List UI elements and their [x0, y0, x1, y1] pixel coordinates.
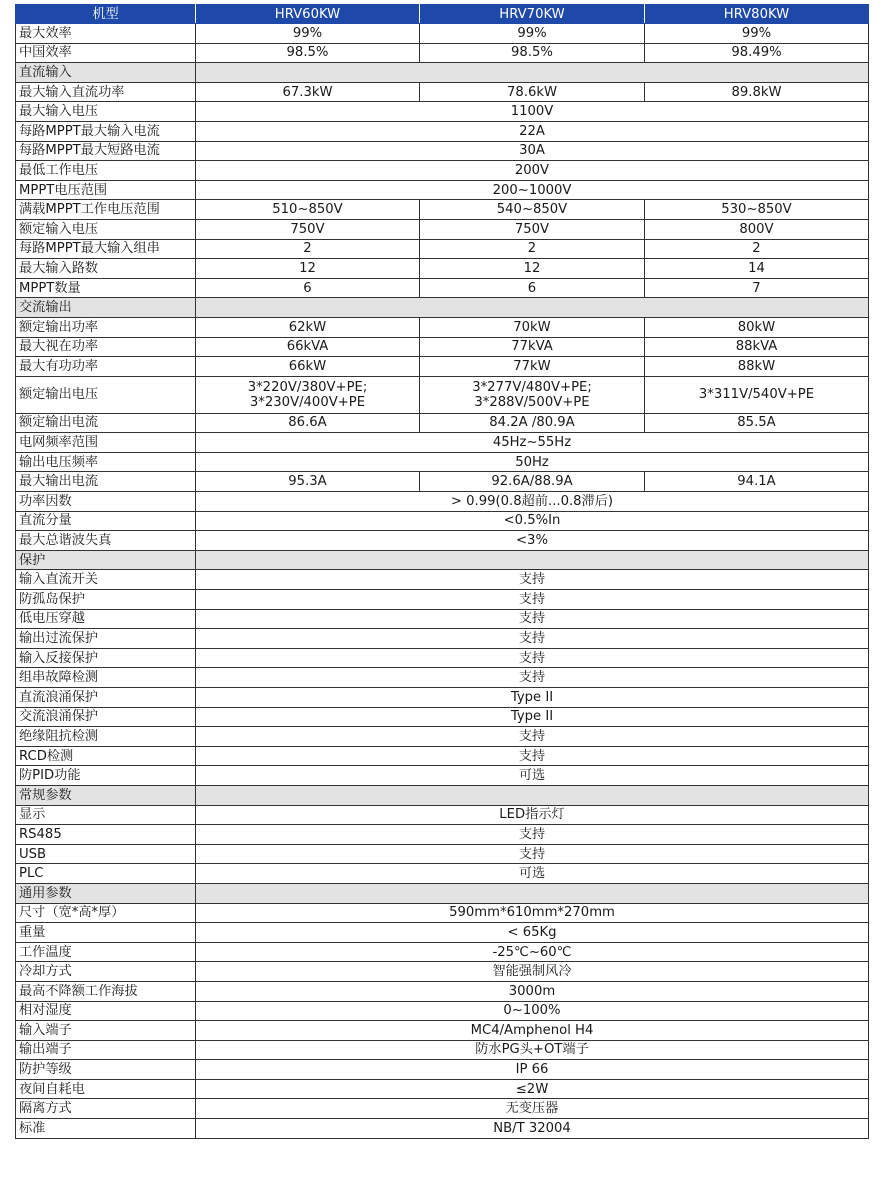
spec-row	[16, 511, 869, 531]
spec-label: 最大总谐波失真	[16, 531, 196, 551]
spec-row	[16, 570, 869, 590]
section-row	[16, 550, 869, 570]
spec-value-hrv60kw: 510~850V	[196, 200, 420, 220]
spec-label: 每路MPPT最大输入组串	[16, 239, 196, 259]
spec-value-all-models: <3%	[196, 531, 869, 551]
spec-label: 最高不降额工作海拔	[16, 981, 196, 1001]
spec-value-all-models: <0.5%In	[196, 511, 869, 531]
spec-row	[16, 962, 869, 982]
section-row	[16, 63, 869, 83]
spec-value-hrv80kw: 2	[645, 239, 869, 259]
spec-value-all-models: > 0.99(0.8超前...0.8滞后)	[196, 492, 869, 512]
spec-value-hrv70kw: 99%	[420, 24, 645, 44]
spec-value-hrv80kw: 3*311V/540V+PE	[645, 376, 869, 413]
spec-row	[16, 648, 869, 668]
spec-value-hrv80kw: 98.49%	[645, 43, 869, 63]
spec-label: 直流浪涌保护	[16, 688, 196, 708]
spec-label: 尺寸（宽*高*厚）	[16, 903, 196, 923]
spec-value-hrv60kw: 6	[196, 278, 420, 298]
section-row	[16, 298, 869, 318]
spec-row	[16, 942, 869, 962]
spec-label: MPPT电压范围	[16, 180, 196, 200]
spec-value-hrv60kw: 95.3A	[196, 472, 420, 492]
spec-row	[16, 609, 869, 629]
spec-value-hrv60kw: 66kVA	[196, 337, 420, 357]
spec-value-hrv60kw	[196, 376, 420, 413]
section-title: 常规参数	[16, 785, 196, 805]
spec-row	[16, 337, 869, 357]
spec-label: 最大视在功率	[16, 337, 196, 357]
spec-value-hrv70kw: 750V	[420, 219, 645, 239]
spec-row	[16, 413, 869, 433]
spec-row	[16, 24, 869, 44]
spec-row	[16, 1119, 869, 1139]
spec-value-all-models: Type II	[196, 688, 869, 708]
section-row	[16, 883, 869, 903]
spec-label: 输入直流开关	[16, 570, 196, 590]
spec-value-hrv60kw: 62kW	[196, 317, 420, 337]
spec-label: 最大输入路数	[16, 259, 196, 279]
spec-row	[16, 357, 869, 377]
spec-value-all-models: -25℃~60℃	[196, 942, 869, 962]
spec-row	[16, 727, 869, 747]
spec-value-hrv70kw: 12	[420, 259, 645, 279]
spec-row	[16, 200, 869, 220]
spec-value-hrv80kw: 80kW	[645, 317, 869, 337]
spec-label: 中国效率	[16, 43, 196, 63]
spec-row	[16, 746, 869, 766]
spec-value-hrv70kw: 6	[420, 278, 645, 298]
spec-value-line: 3*288V/500V+PE	[474, 394, 590, 410]
spec-row	[16, 766, 869, 786]
spec-value-all-models: 1100V	[196, 102, 869, 122]
spec-value-hrv70kw: 92.6A/88.9A	[420, 472, 645, 492]
spec-value-all-models: < 65Kg	[196, 923, 869, 943]
spec-row	[16, 1060, 869, 1080]
spec-label: 隔离方式	[16, 1099, 196, 1119]
section-fill	[196, 785, 869, 805]
spec-row	[16, 825, 869, 845]
spec-value-all-models: 50Hz	[196, 452, 869, 472]
spec-label: USB	[16, 844, 196, 864]
spec-label: PLC	[16, 864, 196, 884]
spec-value-hrv70kw: 84.2A /80.9A	[420, 413, 645, 433]
spec-row	[16, 864, 869, 884]
spec-label: 每路MPPT最大短路电流	[16, 141, 196, 161]
spec-value-all-models: 支持	[196, 825, 869, 845]
spec-row	[16, 433, 869, 453]
spec-row	[16, 492, 869, 512]
spec-row	[16, 43, 869, 63]
spec-row	[16, 472, 869, 492]
header-row	[16, 5, 869, 24]
spec-value-hrv70kw: 98.5%	[420, 43, 645, 63]
spec-value-hrv60kw: 750V	[196, 219, 420, 239]
spec-value-hrv60kw: 67.3kW	[196, 82, 420, 102]
spec-label: 绝缘阻抗检测	[16, 727, 196, 747]
spec-value-all-models: 可选	[196, 766, 869, 786]
section-fill	[196, 883, 869, 903]
spec-value-all-models: 智能强制风冷	[196, 962, 869, 982]
spec-value-all-models: 支持	[196, 844, 869, 864]
spec-label: 输入端子	[16, 1021, 196, 1041]
spec-value-hrv80kw: 85.5A	[645, 413, 869, 433]
spec-value-all-models: 支持	[196, 648, 869, 668]
spec-row	[16, 82, 869, 102]
spec-value-line: 3*230V/400V+PE	[249, 394, 366, 410]
spec-value-all-models: 支持	[196, 590, 869, 610]
spec-value-hrv60kw: 99%	[196, 24, 420, 44]
spec-row	[16, 161, 869, 181]
spec-label: 最大有功功率	[16, 357, 196, 377]
header-model-hrv70kw: HRV70KW	[420, 5, 645, 24]
spec-label: 电网频率范围	[16, 433, 196, 453]
spec-value-all-models: LED指示灯	[196, 805, 869, 825]
spec-row	[16, 629, 869, 649]
spec-label: 组串故障检测	[16, 668, 196, 688]
spec-value-hrv70kw: 77kVA	[420, 337, 645, 357]
spec-label: 满载MPPT工作电压范围	[16, 200, 196, 220]
spec-label: 防孤岛保护	[16, 590, 196, 610]
spec-row	[16, 590, 869, 610]
spec-label: 工作温度	[16, 942, 196, 962]
spec-label: 防PID功能	[16, 766, 196, 786]
spec-value-line: 3*220V/380V+PE;	[247, 379, 368, 395]
spec-label: 最大输入电压	[16, 102, 196, 122]
section-fill	[196, 550, 869, 570]
spec-label: RS485	[16, 825, 196, 845]
spec-label: 功率因数	[16, 492, 196, 512]
spec-row	[16, 121, 869, 141]
spec-value-all-models: NB/T 32004	[196, 1119, 869, 1139]
spec-value-hrv80kw: 7	[645, 278, 869, 298]
spec-label: 最低工作电压	[16, 161, 196, 181]
spec-label: 最大效率	[16, 24, 196, 44]
spec-row	[16, 688, 869, 708]
spec-label: RCD检测	[16, 746, 196, 766]
spec-row	[16, 668, 869, 688]
spec-value-all-models: 590mm*610mm*270mm	[196, 903, 869, 923]
spec-value-hrv60kw: 86.6A	[196, 413, 420, 433]
header-model-label: 机型	[16, 5, 196, 24]
spec-row	[16, 531, 869, 551]
spec-value-all-models: 3000m	[196, 981, 869, 1001]
spec-label: 显示	[16, 805, 196, 825]
section-title: 保护	[16, 550, 196, 570]
spec-row	[16, 1021, 869, 1041]
spec-value-all-models: 200~1000V	[196, 180, 869, 200]
spec-value-all-models: 200V	[196, 161, 869, 181]
spec-label: 额定输出电压	[16, 376, 196, 413]
spec-value-all-models: 支持	[196, 629, 869, 649]
spec-value-hrv70kw: 77kW	[420, 357, 645, 377]
spec-value-all-models: Type II	[196, 707, 869, 727]
spec-label: 低电压穿越	[16, 609, 196, 629]
spec-label: 冷却方式	[16, 962, 196, 982]
spec-value-all-models: 支持	[196, 570, 869, 590]
spec-label: 标准	[16, 1119, 196, 1139]
spec-value-all-models: 0~100%	[196, 1001, 869, 1021]
spec-value-hrv80kw: 88kW	[645, 357, 869, 377]
spec-value-all-models: 无变压器	[196, 1099, 869, 1119]
spec-label: 夜间自耗电	[16, 1079, 196, 1099]
spec-row	[16, 1079, 869, 1099]
spec-label: 防护等级	[16, 1060, 196, 1080]
spec-row	[16, 219, 869, 239]
spec-table	[15, 4, 869, 1139]
spec-row	[16, 1040, 869, 1060]
section-title: 通用参数	[16, 883, 196, 903]
spec-value-hrv80kw: 99%	[645, 24, 869, 44]
spec-label: 输入反接保护	[16, 648, 196, 668]
spec-value-hrv80kw: 89.8kW	[645, 82, 869, 102]
section-fill	[196, 298, 869, 318]
spec-label: 输出过流保护	[16, 629, 196, 649]
spec-value-hrv70kw	[420, 376, 645, 413]
spec-value-all-models: 可选	[196, 864, 869, 884]
spec-label: 最大输出电流	[16, 472, 196, 492]
spec-value-all-models: 支持	[196, 746, 869, 766]
spec-row	[16, 452, 869, 472]
spec-value-line: 3*277V/480V+PE;	[472, 379, 592, 395]
section-row	[16, 785, 869, 805]
spec-value-all-models: 支持	[196, 668, 869, 688]
spec-row	[16, 317, 869, 337]
spec-row	[16, 981, 869, 1001]
spec-label: 最大输入直流功率	[16, 82, 196, 102]
spec-row	[16, 844, 869, 864]
spec-value-hrv60kw: 2	[196, 239, 420, 259]
spec-label: MPPT数量	[16, 278, 196, 298]
spec-value-all-models: 45Hz~55Hz	[196, 433, 869, 453]
spec-value-hrv60kw: 12	[196, 259, 420, 279]
section-title: 直流输入	[16, 63, 196, 83]
spec-row	[16, 805, 869, 825]
spec-label: 输出端子	[16, 1040, 196, 1060]
spec-value-hrv70kw: 78.6kW	[420, 82, 645, 102]
spec-value-hrv70kw: 540~850V	[420, 200, 645, 220]
spec-value-hrv70kw: 70kW	[420, 317, 645, 337]
spec-label: 输出电压频率	[16, 452, 196, 472]
spec-value-hrv80kw: 88kVA	[645, 337, 869, 357]
spec-value-all-models: 支持	[196, 609, 869, 629]
spec-label: 每路MPPT最大输入电流	[16, 121, 196, 141]
header-model-hrv80kw: HRV80KW	[645, 5, 869, 24]
table-header	[16, 5, 869, 24]
spec-value-all-models: MC4/Amphenol H4	[196, 1021, 869, 1041]
section-fill	[196, 63, 869, 83]
section-title: 交流输出	[16, 298, 196, 318]
spec-value-hrv80kw: 14	[645, 259, 869, 279]
spec-value-all-models: 支持	[196, 727, 869, 747]
spec-row	[16, 278, 869, 298]
spec-value-all-models: 防水PG头+OT端子	[196, 1040, 869, 1060]
table-body	[16, 24, 869, 1139]
spec-label: 额定输入电压	[16, 219, 196, 239]
header-model-hrv60kw: HRV60KW	[196, 5, 420, 24]
spec-row	[16, 1001, 869, 1021]
spec-value-hrv80kw: 800V	[645, 219, 869, 239]
spec-value-all-models: ≤2W	[196, 1079, 869, 1099]
spec-value-hrv70kw: 2	[420, 239, 645, 259]
spec-value-hrv80kw: 530~850V	[645, 200, 869, 220]
spec-row	[16, 141, 869, 161]
spec-value-hrv60kw: 66kW	[196, 357, 420, 377]
spec-row	[16, 239, 869, 259]
spec-row	[16, 376, 869, 413]
spec-value-hrv60kw: 98.5%	[196, 43, 420, 63]
spec-row	[16, 259, 869, 279]
spec-row	[16, 903, 869, 923]
spec-row	[16, 707, 869, 727]
spec-label: 额定输出功率	[16, 317, 196, 337]
spec-value-all-models: IP 66	[196, 1060, 869, 1080]
spec-row	[16, 923, 869, 943]
spec-row	[16, 180, 869, 200]
spec-row	[16, 1099, 869, 1119]
spec-label: 额定输出电流	[16, 413, 196, 433]
spec-label: 交流浪涌保护	[16, 707, 196, 727]
spec-value-all-models: 30A	[196, 141, 869, 161]
spec-label: 重量	[16, 923, 196, 943]
spec-value-hrv80kw: 94.1A	[645, 472, 869, 492]
spec-label: 直流分量	[16, 511, 196, 531]
spec-row	[16, 102, 869, 122]
spec-value-all-models: 22A	[196, 121, 869, 141]
spec-label: 相对湿度	[16, 1001, 196, 1021]
